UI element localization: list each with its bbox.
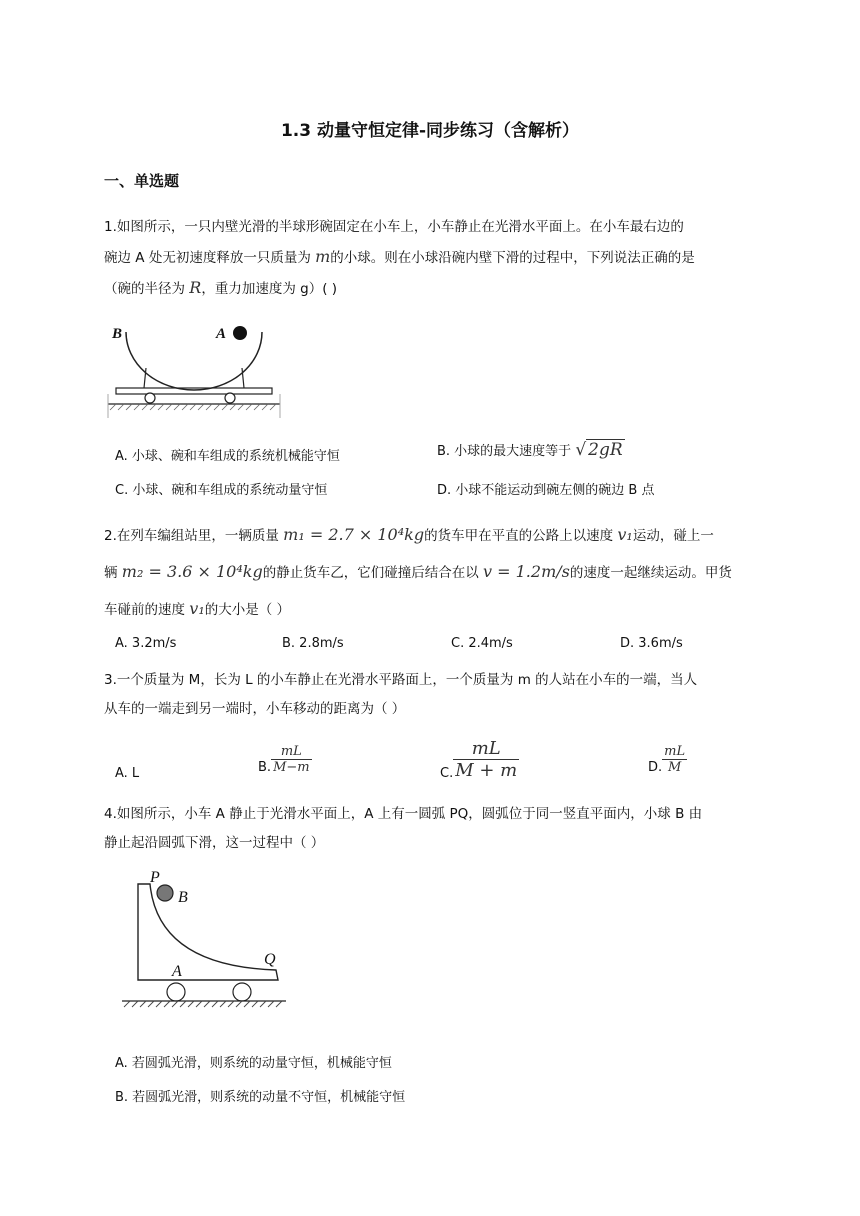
ball-at-A <box>233 326 247 340</box>
question-4 <box>104 800 759 858</box>
ball-B <box>157 885 173 901</box>
q3-option-b-fraction <box>271 744 312 775</box>
cart-wheel-right <box>225 393 235 403</box>
q1-option-d[interactable]: D. 小球不能运动到碗左侧的碗边 B 点 <box>437 483 655 498</box>
question-1 <box>104 213 759 304</box>
q2-l3-text-b: 的大小是（ ） <box>204 602 291 618</box>
q1-line3-text-a: （碗的半径为 <box>104 281 190 297</box>
q2-l1-text-a: 2.在列车编组站里，一辆质量 <box>104 528 284 544</box>
q2-l3-text-a: 车碰前的速度 <box>104 602 190 618</box>
sqrt-sign-icon: √ <box>575 440 587 460</box>
q3-option-b-label: B. <box>258 760 272 775</box>
q2-v1-symbol-2: v₁ <box>189 599 205 618</box>
ground-hatching <box>110 404 276 410</box>
q2-line3 <box>104 591 759 628</box>
cart-wheel-left <box>167 983 185 1001</box>
q1-line2-text-a: 碗边 A 处无初速度释放一只质量为 <box>104 250 316 266</box>
q2-option-d[interactable]: D. 3.6m/s <box>620 636 683 651</box>
q3-option-a[interactable]: A. L <box>115 766 140 781</box>
sqrt-expression <box>575 439 624 460</box>
q3-b-numerator: mL <box>271 744 312 760</box>
q3-option-c-fraction <box>453 738 519 781</box>
q3-option-c[interactable] <box>440 738 519 781</box>
cart-body <box>116 388 272 394</box>
bowl-arc <box>126 332 262 390</box>
q1-option-c[interactable]: C. 小球、碗和车组成的系统动量守恒 <box>115 483 328 498</box>
fig4-label-A: A <box>172 963 182 980</box>
fig1-label-A: A <box>216 326 227 342</box>
q3-line2: 从车的一端走到另一端时，小车移动的距离为（ ） <box>104 701 406 717</box>
q1-line2-text-b: 的小球。则在小球沿碗内壁下滑的过程中，下列说法正确的是 <box>330 250 695 266</box>
q2-option-c[interactable]: C. 2.4m/s <box>451 636 513 651</box>
q3-option-d-label: D. <box>648 760 663 775</box>
page-title: 1.3 动量守恒定律-同步练习（含解析） <box>280 121 580 141</box>
bowl-cart-figure <box>104 318 284 420</box>
fig4-label-P: P <box>150 869 160 886</box>
q2-l1-text-b: 的货车甲在平直的公路上以速度 <box>424 528 618 544</box>
q2-option-a[interactable]: A. 3.2m/s <box>115 636 177 651</box>
q4-option-b[interactable]: B. 若圆弧光滑，则系统的动量不守恒，机械能守恒 <box>115 1090 406 1105</box>
q1-option-b[interactable] <box>437 440 625 460</box>
ground-hatching <box>124 1001 282 1007</box>
q3-option-d-fraction <box>662 744 687 775</box>
q3-option-b[interactable] <box>258 744 312 775</box>
fig4-label-B: B <box>178 889 188 906</box>
q2-mass1-formula: m₁ = 2.7 × 10⁴kg <box>283 525 425 544</box>
q1-option-b-text: B. 小球的最大速度等于 <box>437 444 576 459</box>
q2-l1-text-c: 运动，碰上一 <box>632 528 714 544</box>
cart-wheel-right <box>233 983 251 1001</box>
q4-option-a[interactable]: A. 若圆弧光滑，则系统的动量守恒，机械能守恒 <box>115 1056 392 1071</box>
q1-line3 <box>104 273 759 304</box>
q2-v1-symbol: v₁ <box>617 525 633 544</box>
q1-radius-symbol: R <box>189 278 202 297</box>
q2-option-b[interactable]: B. 2.8m/s <box>282 636 344 651</box>
q3-line1: 3.一个质量为 M，长为 L 的小车静止在光滑水平路面上，一个质量为 m 的人站在小车的一端，当人 <box>104 672 698 688</box>
q2-l2-text-c: 的速度一起继续运动。甲货 <box>569 565 732 581</box>
q3-c-numerator: mL <box>453 738 519 760</box>
sqrt-radicand: 2gR <box>588 440 623 460</box>
q1-option-a[interactable]: A. 小球、碗和车组成的系统机械能守恒 <box>115 449 340 464</box>
question-3 <box>104 666 759 724</box>
q4-line2: 静止起沿圆弧下滑，这一过程中（ ） <box>104 835 325 851</box>
fig1-label-B: B <box>112 326 123 342</box>
q1-mass-symbol: m <box>315 247 331 266</box>
q3-d-numerator: mL <box>664 744 686 759</box>
q2-line1 <box>104 517 759 554</box>
q3-option-c-label: C. <box>440 766 454 781</box>
q1-line2 <box>104 242 759 273</box>
section-heading: 一、单选题 <box>104 172 180 190</box>
q1-line3-text-b: ，重力加速度为 g）( ) <box>201 281 338 297</box>
fig4-label-Q: Q <box>264 951 276 968</box>
q2-line2 <box>104 554 759 591</box>
q4-line1: 4.如图所示，小车 A 静止于光滑水平面上，A 上有一圆弧 PQ，圆弧位于同一竖直平面内，小球 B 由 <box>104 806 703 822</box>
q2-mass2-formula: m₂ = 3.6 × 10⁴kg <box>121 562 263 581</box>
q3-c-denominator: M + m <box>455 760 518 781</box>
q2-l2-text-b: 的静止货车乙，它们碰撞后结合在以 <box>262 565 483 581</box>
cart-wheel-left <box>145 393 155 403</box>
q3-b-denominator: M−m <box>273 760 310 775</box>
question-2 <box>104 517 759 628</box>
arc-cart-figure <box>118 866 288 1011</box>
q3-d-denominator: M <box>667 760 682 775</box>
q2-v-formula: v = 1.2m/s <box>483 562 570 581</box>
q2-l2-text-a: 辆 <box>104 565 122 581</box>
q3-option-d[interactable] <box>648 744 687 775</box>
q1-line1: 1.如图所示，一只内壁光滑的半球形碗固定在小车上，小车静止在光滑水平面上。在小车最右边的 <box>104 219 684 235</box>
